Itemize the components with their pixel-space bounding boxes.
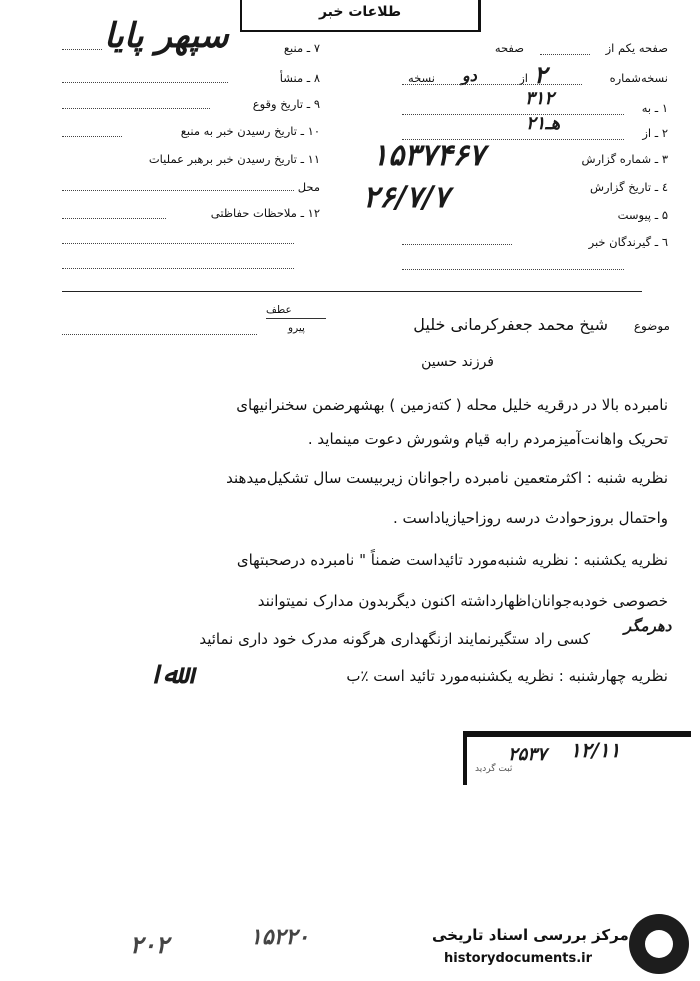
field-source-label: ۷ ـ منبع — [283, 41, 320, 55]
news-source-dots — [62, 136, 122, 137]
field-origin-label: ۸ ـ منشأ — [279, 71, 320, 85]
subject-text: شیخ محمد جعفرکرمانی خلیل — [413, 315, 608, 334]
recipients-dots-2 — [402, 269, 624, 270]
source-dots — [62, 49, 102, 50]
field-occurrence-label: ۹ ـ تاریخ وقوع — [252, 97, 320, 111]
body-line: خصوصی خودبه‌جوانان‌اظهارداشته اکنون دیگربدون مدارک نمیتوانند — [257, 592, 668, 610]
field-page: صفحه یکم از — [605, 41, 668, 55]
field-report-no-value: ۱۵۳۷۴۶۷ — [372, 138, 485, 173]
margin-note: دهرمگر — [624, 617, 672, 635]
occurrence-dots — [62, 108, 210, 109]
initials: ﷲا — [148, 660, 179, 690]
body-line: واحتمال بروزحوادث درسه روزاحیازیاداست . — [392, 509, 668, 527]
bottom-number-right: ۱۵۲۲۰ — [250, 924, 310, 950]
body-line: نظریه یکشنبه : نظریه شنبه‌مورد تائیداست ضمناً " نامبرده درصحبتهای — [236, 551, 668, 569]
body-line: نظریه شنبه : اکثرمتعمین نامبرده راجوانان زیربیست سال تشکیل‌میدهند — [226, 469, 668, 487]
origin-dots — [62, 82, 228, 83]
field-copy-label: نسخه‌شماره — [609, 71, 668, 85]
security-dots-2 — [62, 243, 294, 244]
subject-dots — [62, 334, 257, 335]
subject-atf: عطف — [266, 304, 292, 316]
registration-note: ثبت گردید — [475, 764, 513, 774]
security-dots — [62, 218, 166, 219]
field-copy-value: ۲ — [534, 60, 547, 89]
field-from-value: ۲هـ۱ — [526, 113, 561, 134]
subject-son: فرزند حسین — [421, 354, 494, 370]
subject-label: موضوع — [633, 319, 670, 333]
field-location-label: محل — [297, 180, 320, 194]
field-page-after: صفحه — [494, 41, 524, 55]
field-copy-after: نسخه — [407, 71, 435, 85]
body-line: نظریه چهارشنبه : نظریه یکشنبه‌مورد تائید است ٪ب — [346, 667, 668, 685]
field-ops-leader-label: ۱۱ ـ تاریخ رسیدن خبر برهبر عملیات — [148, 152, 320, 166]
registration-date: ۱۲/۱۱ — [570, 738, 621, 762]
field-recipients-label: ٦ ـ گیرندگان خبر — [588, 235, 668, 249]
field-to-label: ۱ ـ به — [641, 101, 668, 115]
field-to-value: ۳۱۲ — [525, 88, 555, 109]
field-report-no-label: ۳ ـ شماره گزارش — [581, 152, 668, 166]
field-attachment-label: ۵ ـ پیوست — [617, 208, 668, 222]
registration-number: ۲۵۳۷ — [508, 744, 547, 765]
subject-peyro: پیرو — [288, 322, 305, 334]
watermark-url: historydocuments.ir — [444, 951, 593, 966]
field-copy-value2: دو — [462, 66, 477, 85]
watermark-title: مرکز بررسی اسناد تاریخی — [432, 926, 629, 944]
field-news-source-label: ۱۰ ـ تاریخ رسیدن خبر به منبع — [180, 124, 320, 138]
field-report-date-label: ٤ ـ تاریخ گزارش — [589, 180, 668, 194]
to-dots — [402, 114, 624, 115]
body-line: تحریک واهانت‌آمیزمردم رابه قیام وشورش دعوت مینماید . — [307, 430, 668, 448]
bottom-number-left: ۲۰۲ — [130, 930, 169, 959]
header-separator — [62, 291, 642, 292]
security-dots-3 — [62, 268, 294, 269]
field-report-date-value: ۲۶/۷/۷ — [363, 180, 450, 215]
field-security-label: ۱۲ ـ ملاحظات حفاظتی — [210, 206, 320, 220]
location-dots — [62, 190, 294, 191]
copy-dots — [402, 84, 582, 85]
page-dots — [540, 54, 590, 55]
top-stamp-text: طلاعات خبر — [318, 4, 402, 20]
field-source-value: سپهر پایا — [104, 16, 229, 56]
field-copy-mid: از — [519, 71, 528, 85]
atf-rule — [266, 318, 326, 319]
body-line: نامبرده بالا در درقریه خلیل محله ( کته‌زمین ) بهشهرضمن سخنرانیهای — [236, 396, 668, 414]
top-stamp — [240, 0, 481, 32]
recipients-dots — [402, 244, 512, 245]
archive-logo-inner — [645, 930, 673, 958]
field-from-label: ۲ ـ از — [642, 126, 668, 140]
body-line: کسی راد ستگیرنمایند ازنگهداری هرگونه مدرک خود داری نمائید — [199, 630, 590, 648]
